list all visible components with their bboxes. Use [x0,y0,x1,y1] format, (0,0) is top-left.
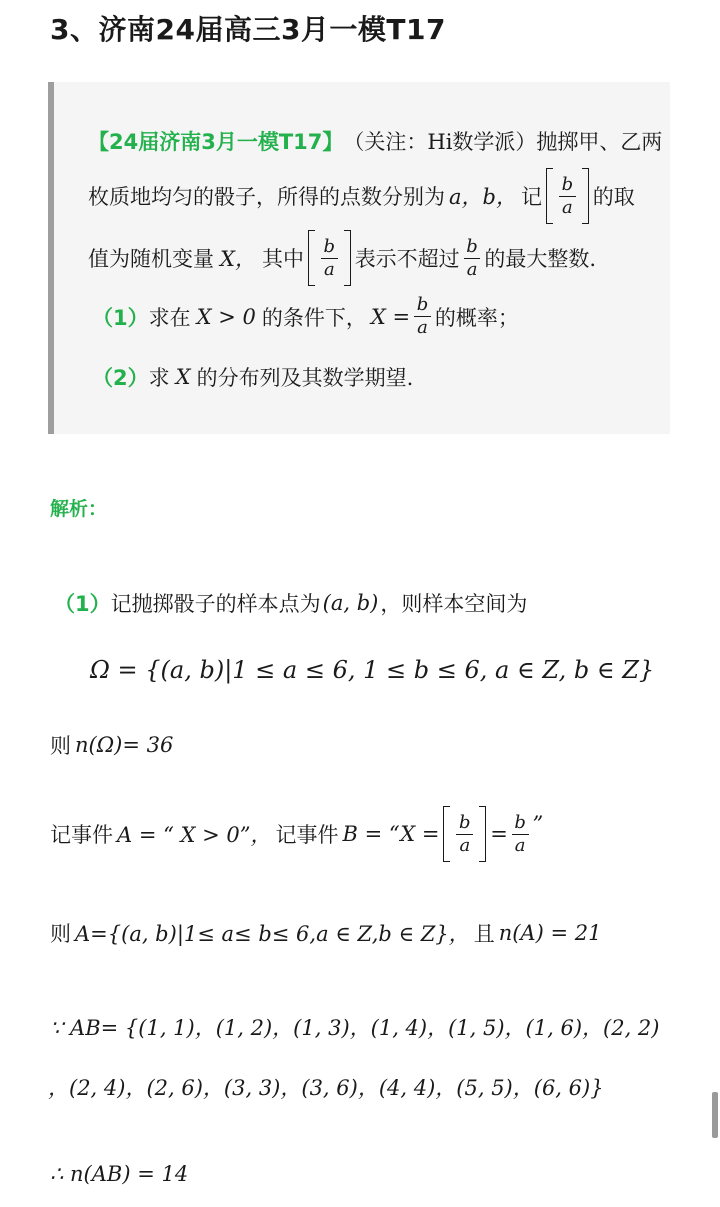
event-a: A = “ X > 0”， [117,823,272,847]
problem-text: 的分布列及其数学期望. [196,366,414,390]
solution-text: 且 [473,922,495,946]
source-tag: 【24届济南3月一模T17】 [88,130,344,154]
frac-den: a [414,316,431,339]
frac-den: a [464,258,481,281]
floor-fraction [443,806,486,862]
problem-text: 枚质地均匀的骰子，所得的点数分别为 [88,185,445,209]
set-a-line [50,918,601,948]
frac-num: b [466,235,478,257]
quote-bar [48,82,54,434]
frac-den: a [321,258,338,281]
math-cond: X > 0 [196,304,256,329]
frac-den: a [559,196,576,219]
sample-space-formula: Ω = {(a, b)|1 ≤ a ≤ 6, 1 ≤ b ≤ 6, a ∈ Z, b ∈ Z} [90,656,655,684]
n-omega-line [50,730,173,760]
problem-text: 抛掷甲、乙两 [536,130,663,154]
problem-text: 的概率； [434,305,519,330]
n-ab-line: ∴ n(AB) = 14 [50,1162,189,1186]
math-expr: n(Ω)= 36 [75,733,174,757]
frac-num: b [459,811,471,833]
solution-label: 解析： [50,498,108,520]
math-eq: X = [370,304,411,329]
event-b: B = “X = [342,822,440,846]
frac-num: b [561,173,574,195]
frac-den: a [512,834,529,857]
set-a: A={(a, b)|1≤ a≤ b≤ 6,a ∈ Z,b ∈ Z}， [75,922,470,946]
problem-text: 求 [148,366,170,390]
solution-text: ，则样本空间为 [380,592,528,616]
follow-note: （关注：Hi数学派） [343,130,537,154]
ab-set-line-1: ∵ AB= {(1, 1)，(1, 2)，(1, 3)，(1, 4)，(1, 5)，(1, 6)，(2, 2) [50,1016,660,1040]
solution-text: 则 [50,734,71,758]
scrollbar[interactable] [712,1092,718,1138]
floor-fraction [308,230,351,286]
problem-blockquote [48,82,670,434]
events-line [50,806,543,862]
math-vars: a，b， [449,185,517,209]
question-number: （2） [92,366,149,390]
fraction [512,812,529,857]
fraction [464,236,481,281]
frac-den: a [456,834,473,857]
problem-text: 的最大整数. [484,247,597,271]
problem-text: 记 [520,185,542,209]
problem-text: 值为随机变量 [88,247,214,271]
math-point: (a, b) [322,591,379,615]
page-title: 3、济南24届高三3月一模T17 [50,13,446,46]
solution-step-1 [54,588,527,618]
ab-set-line-2: ，(2, 4)，(2, 6)，(3, 3)，(3, 6)，(4, 4)，(5, 5)，(6, 6)} [48,1076,604,1100]
problem-line-1 [88,126,662,156]
problem-text: 其中 [261,247,304,271]
frac-num: b [323,235,336,257]
question-2 [92,362,413,392]
solution-text: 记事件 [275,823,339,847]
solution-text: 则 [50,922,71,946]
problem-text: 的条件下， [261,305,367,330]
question-number: （1） [92,305,149,330]
problem-text: 求在 [148,305,191,330]
floor-fraction [546,168,589,224]
math-eq: = [490,822,508,846]
problem-text: 表示不超过 [354,247,460,271]
close-quote: ” [532,812,544,836]
step-number: （1） [54,592,111,616]
frac-num: b [514,811,526,833]
math-var: X [175,365,191,389]
problem-line-2 [88,168,635,224]
problem-text: 的取 [592,185,635,209]
fraction [414,294,431,339]
math-var: X， [220,247,256,271]
frac-num: b [416,294,429,315]
question-1 [92,294,519,339]
n-a: n(A) = 21 [498,921,602,945]
solution-text: 记抛掷骰子的样本点为 [110,592,321,616]
solution-text: 记事件 [50,823,113,847]
problem-line-3 [88,230,596,286]
